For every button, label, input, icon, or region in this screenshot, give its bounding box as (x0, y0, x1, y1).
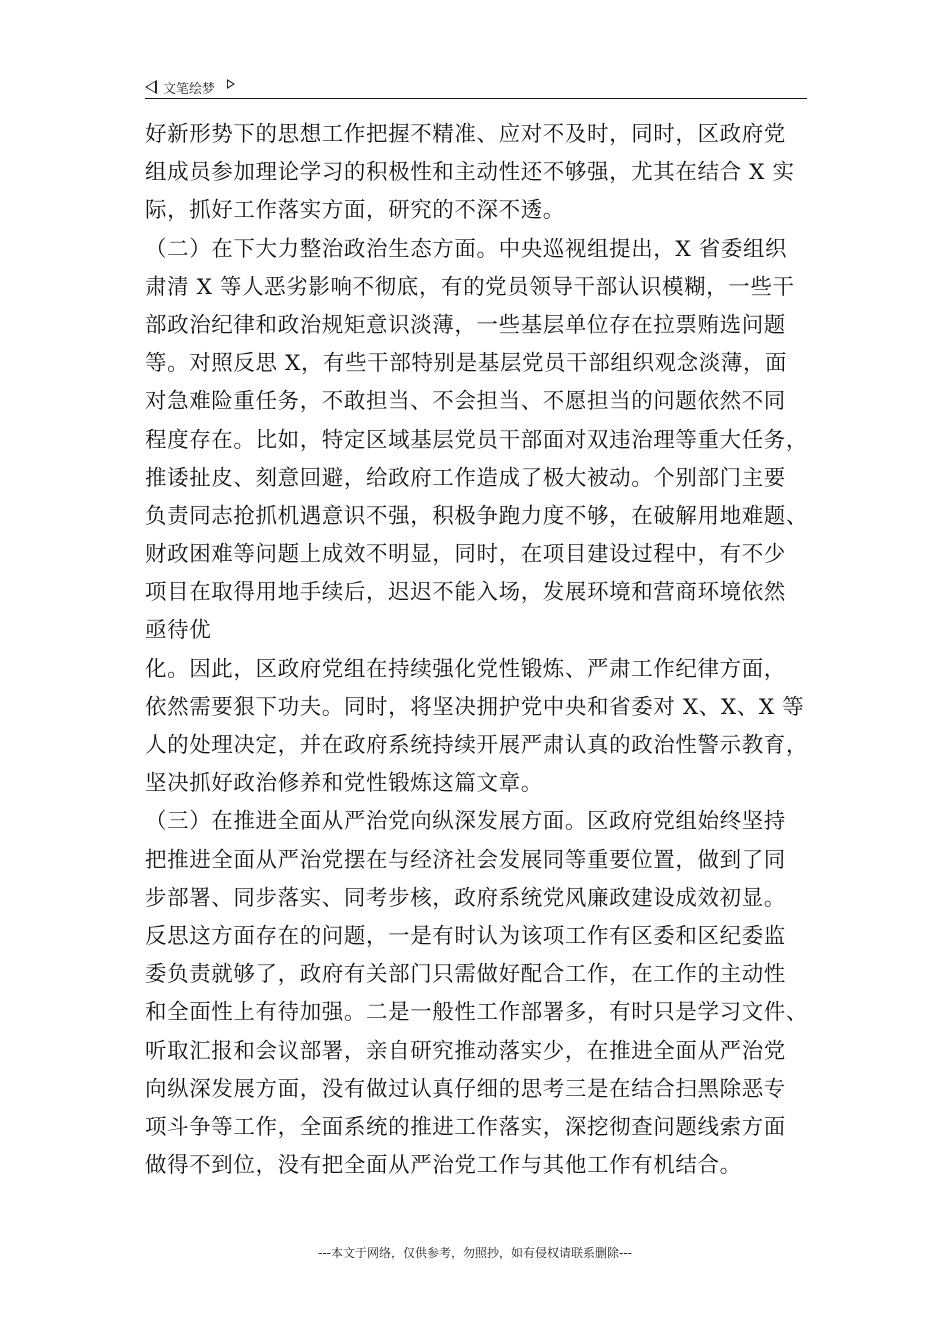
body-line: 肃清 X 等人恶劣影响不彻底，有的党员领导干部认识模糊，一些干 (145, 274, 795, 300)
body-line: 听取汇报和会议部署，亲自研究推动落实少，在推进全面从严治党 (145, 1038, 786, 1064)
body-line: 推诿扯皮、刻意回避，给政府工作造成了极大被动。个别部门主要 (145, 465, 786, 491)
triangle-right-icon (227, 79, 235, 89)
body-line: （二）在下大力整治政治生态方面。中央巡视组提出，X 省委组织 (145, 236, 788, 262)
header-divider (145, 98, 807, 99)
body-line: 财政困难等问题上成效不明显，同时，在项目建设过程中，有不少 (145, 542, 786, 568)
body-line: 部政治纪律和政治规矩意识淡薄，一些基层单位存在拉票贿选问题 (145, 312, 786, 338)
body-line: 项目在取得用地手续后，迟迟不能入场，发展环境和营商环境依然 (145, 580, 786, 606)
body-line: 把推进全面从严治党摆在与经济社会发展同等重要位置，做到了同 (145, 847, 786, 873)
body-line: 际，抓好工作落实方面，研究的不深不透。 (145, 198, 565, 224)
body-text (145, 116, 810, 1185)
page-header (145, 76, 807, 98)
body-line: 组成员参加理论学习的积极性和主动性还不够强，尤其在结合 X 实 (145, 160, 795, 186)
body-line: 人的处理决定，并在政府系统持续开展严肃认真的政治性警示教育， (145, 733, 809, 758)
body-line: 向纵深发展方面，没有做过认真仔细的思考三是在结合扫黑除恶专 (145, 1076, 786, 1102)
body-line: 亟待优 (145, 618, 212, 644)
body-line: 做得不到位，没有把全面从严治党工作与其他工作有机结合。 (145, 1153, 742, 1179)
body-line: 委负责就够了，政府有关部门只需做好配合工作，在工作的主动性 (145, 962, 786, 988)
body-line: 项斗争等工作，全面系统的推进工作落实，深挖彻查问题线索方面 (145, 1114, 786, 1140)
body-line: 程度存在。比如，特定区域基层党员干部面对双违治理等重大任务， (145, 427, 809, 453)
body-line: 步部署、同步落实、同考步核，政府系统党风廉政建设成效初显。 (145, 885, 786, 911)
body-line: 和全面性上有待加强。二是一般性工作部署多，有时只是学习文件、 (145, 1000, 809, 1026)
body-line: 坚决抓好政治修养和党性锻炼这篇文章。 (145, 771, 543, 797)
body-line: 对急难险重任务，不敢担当、不会担当、不愿担当的问题依然不同 (145, 389, 786, 415)
body-line: 好新形势下的思想工作把握不精准、应对不及时，同时，区政府党 (145, 122, 786, 147)
body-line: 化。因此，区政府党组在持续强化党性锻炼、严肃工作纪律方面， (145, 656, 786, 682)
body-line: 负责同志抢抓机遇意识不强，积极争跑力度不够，在破解用地难题、 (145, 503, 809, 529)
page-footer: ---本文于网络，仅供参考，勿照抄，如有侵权请联系删除--- (318, 1246, 632, 1260)
triangle-left-icon (145, 80, 157, 94)
body-line: （三）在推进全面从严治党向纵深发展方面。区政府党组始终坚持 (145, 809, 786, 835)
body-line: 依然需要狠下功夫。同时，将坚决拥护党中央和省委对 X、X、X 等 (145, 694, 805, 720)
header-title: 文笔绘梦 (163, 81, 216, 97)
body-line: 等。对照反思 X，有些干部特别是基层党员干部组织观念淡薄，面 (145, 351, 788, 377)
body-line: 反思这方面存在的问题，一是有时认为该项工作有区委和区纪委监 (145, 923, 786, 949)
